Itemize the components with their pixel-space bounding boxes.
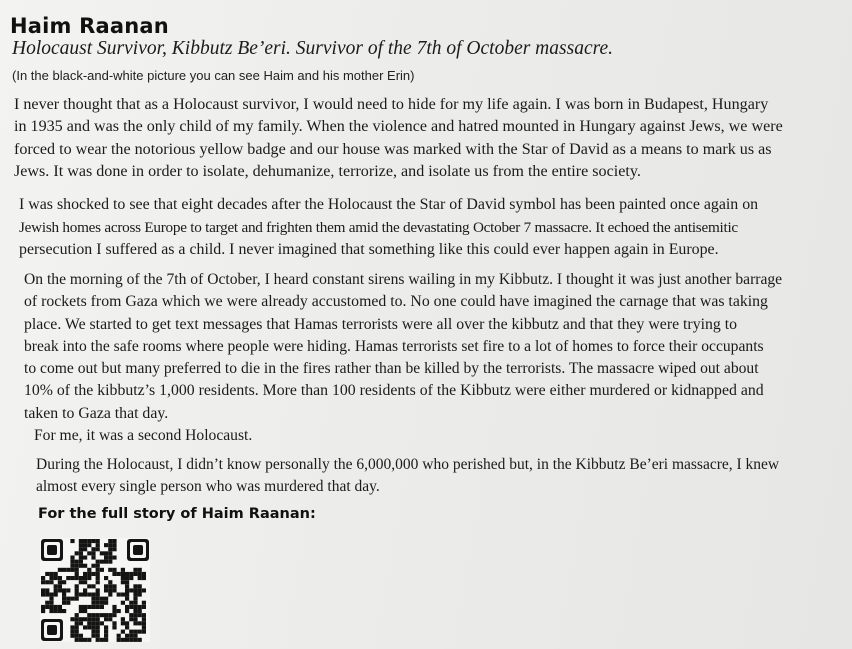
paragraph-line: place. We started to get text messages that Hamas terrorists were all over the kibbutz and that they were trying to: [24, 315, 738, 333]
paragraph-line: to come out but many preferred to die in the fires rather than be killed by the terrorists. The massacre wiped out about: [24, 360, 759, 378]
paragraph-line: in 1935 and was the only child of my family. When the violence and hatred mounted in Hungary against Jews, we were: [14, 118, 783, 136]
paragraph-line: almost every single person who was murdered that day.: [36, 478, 380, 495]
paragraph-line: On the morning of the 7th of October, I heard constant sirens wailing in my Kibbutz. I thought it was just another barrage: [24, 271, 783, 288]
paragraph-line: Jewish homes across Europe to target and frighten them amid the devastating October 7 massacre. It echoed the antisemitic: [19, 218, 738, 236]
paragraph-line: persecution I suffered as a child. I never imagined that something like this could ever happen again in Europe.: [19, 241, 719, 259]
paragraph-line: break into the safe rooms where people were hiding. Hamas terrorists set fire to a lot of homes to force their occupants: [24, 337, 764, 355]
paragraph-line: taken to Gaza that day.: [24, 404, 169, 422]
paragraph-line: of rockets from Gaza which we were already accustomed to. No one could have imagined the carnage that was taking: [24, 293, 768, 311]
paragraph-3: [24, 269, 782, 425]
paragraph-line: forced to wear the notorious yellow badge and our house was marked with the Star of David as a means to mark us as: [14, 140, 772, 158]
photo-caption: (In the black-and-white picture you can see Haim and his mother Erin): [12, 68, 415, 83]
paragraph-line: During the Holocaust, I didn’t know personally the 6,000,000 who perished but, in the Kibbutz Be’eri massacre, I knew: [36, 456, 780, 473]
paragraph-line: For me, it was a second Holocaust.: [34, 427, 253, 444]
paragraph-5: [36, 454, 779, 498]
paragraph-line: Jews. It was done in order to isolate, dehumanize, terrorize, and isolate us from the entire society.: [14, 163, 641, 181]
paragraph-1: [14, 94, 783, 184]
page-title: Haim Raanan: [10, 14, 169, 38]
qr-code-icon[interactable]: [40, 538, 150, 642]
paragraph-line: I never thought that as a Holocaust survivor, I would need to hide for my life again. I was born in Budapest, Hungary: [14, 96, 769, 113]
paragraph-line: I was shocked to see that eight decades after the Holocaust the Star of David symbol has been painted once again on: [19, 196, 759, 213]
full-story-label: For the full story of Haim Raanan:: [38, 506, 316, 522]
paragraph-4: [34, 425, 252, 447]
paragraph-2: [19, 194, 758, 262]
paragraph-line: 10% of the kibbutz’s 1,000 residents. More than 100 residents of the Kibbutz were either murdered or kidnapped and: [24, 382, 764, 400]
subtitle: Holocaust Survivor, Kibbutz Be’eri. Survivor of the 7th of October massacre.: [12, 38, 613, 59]
